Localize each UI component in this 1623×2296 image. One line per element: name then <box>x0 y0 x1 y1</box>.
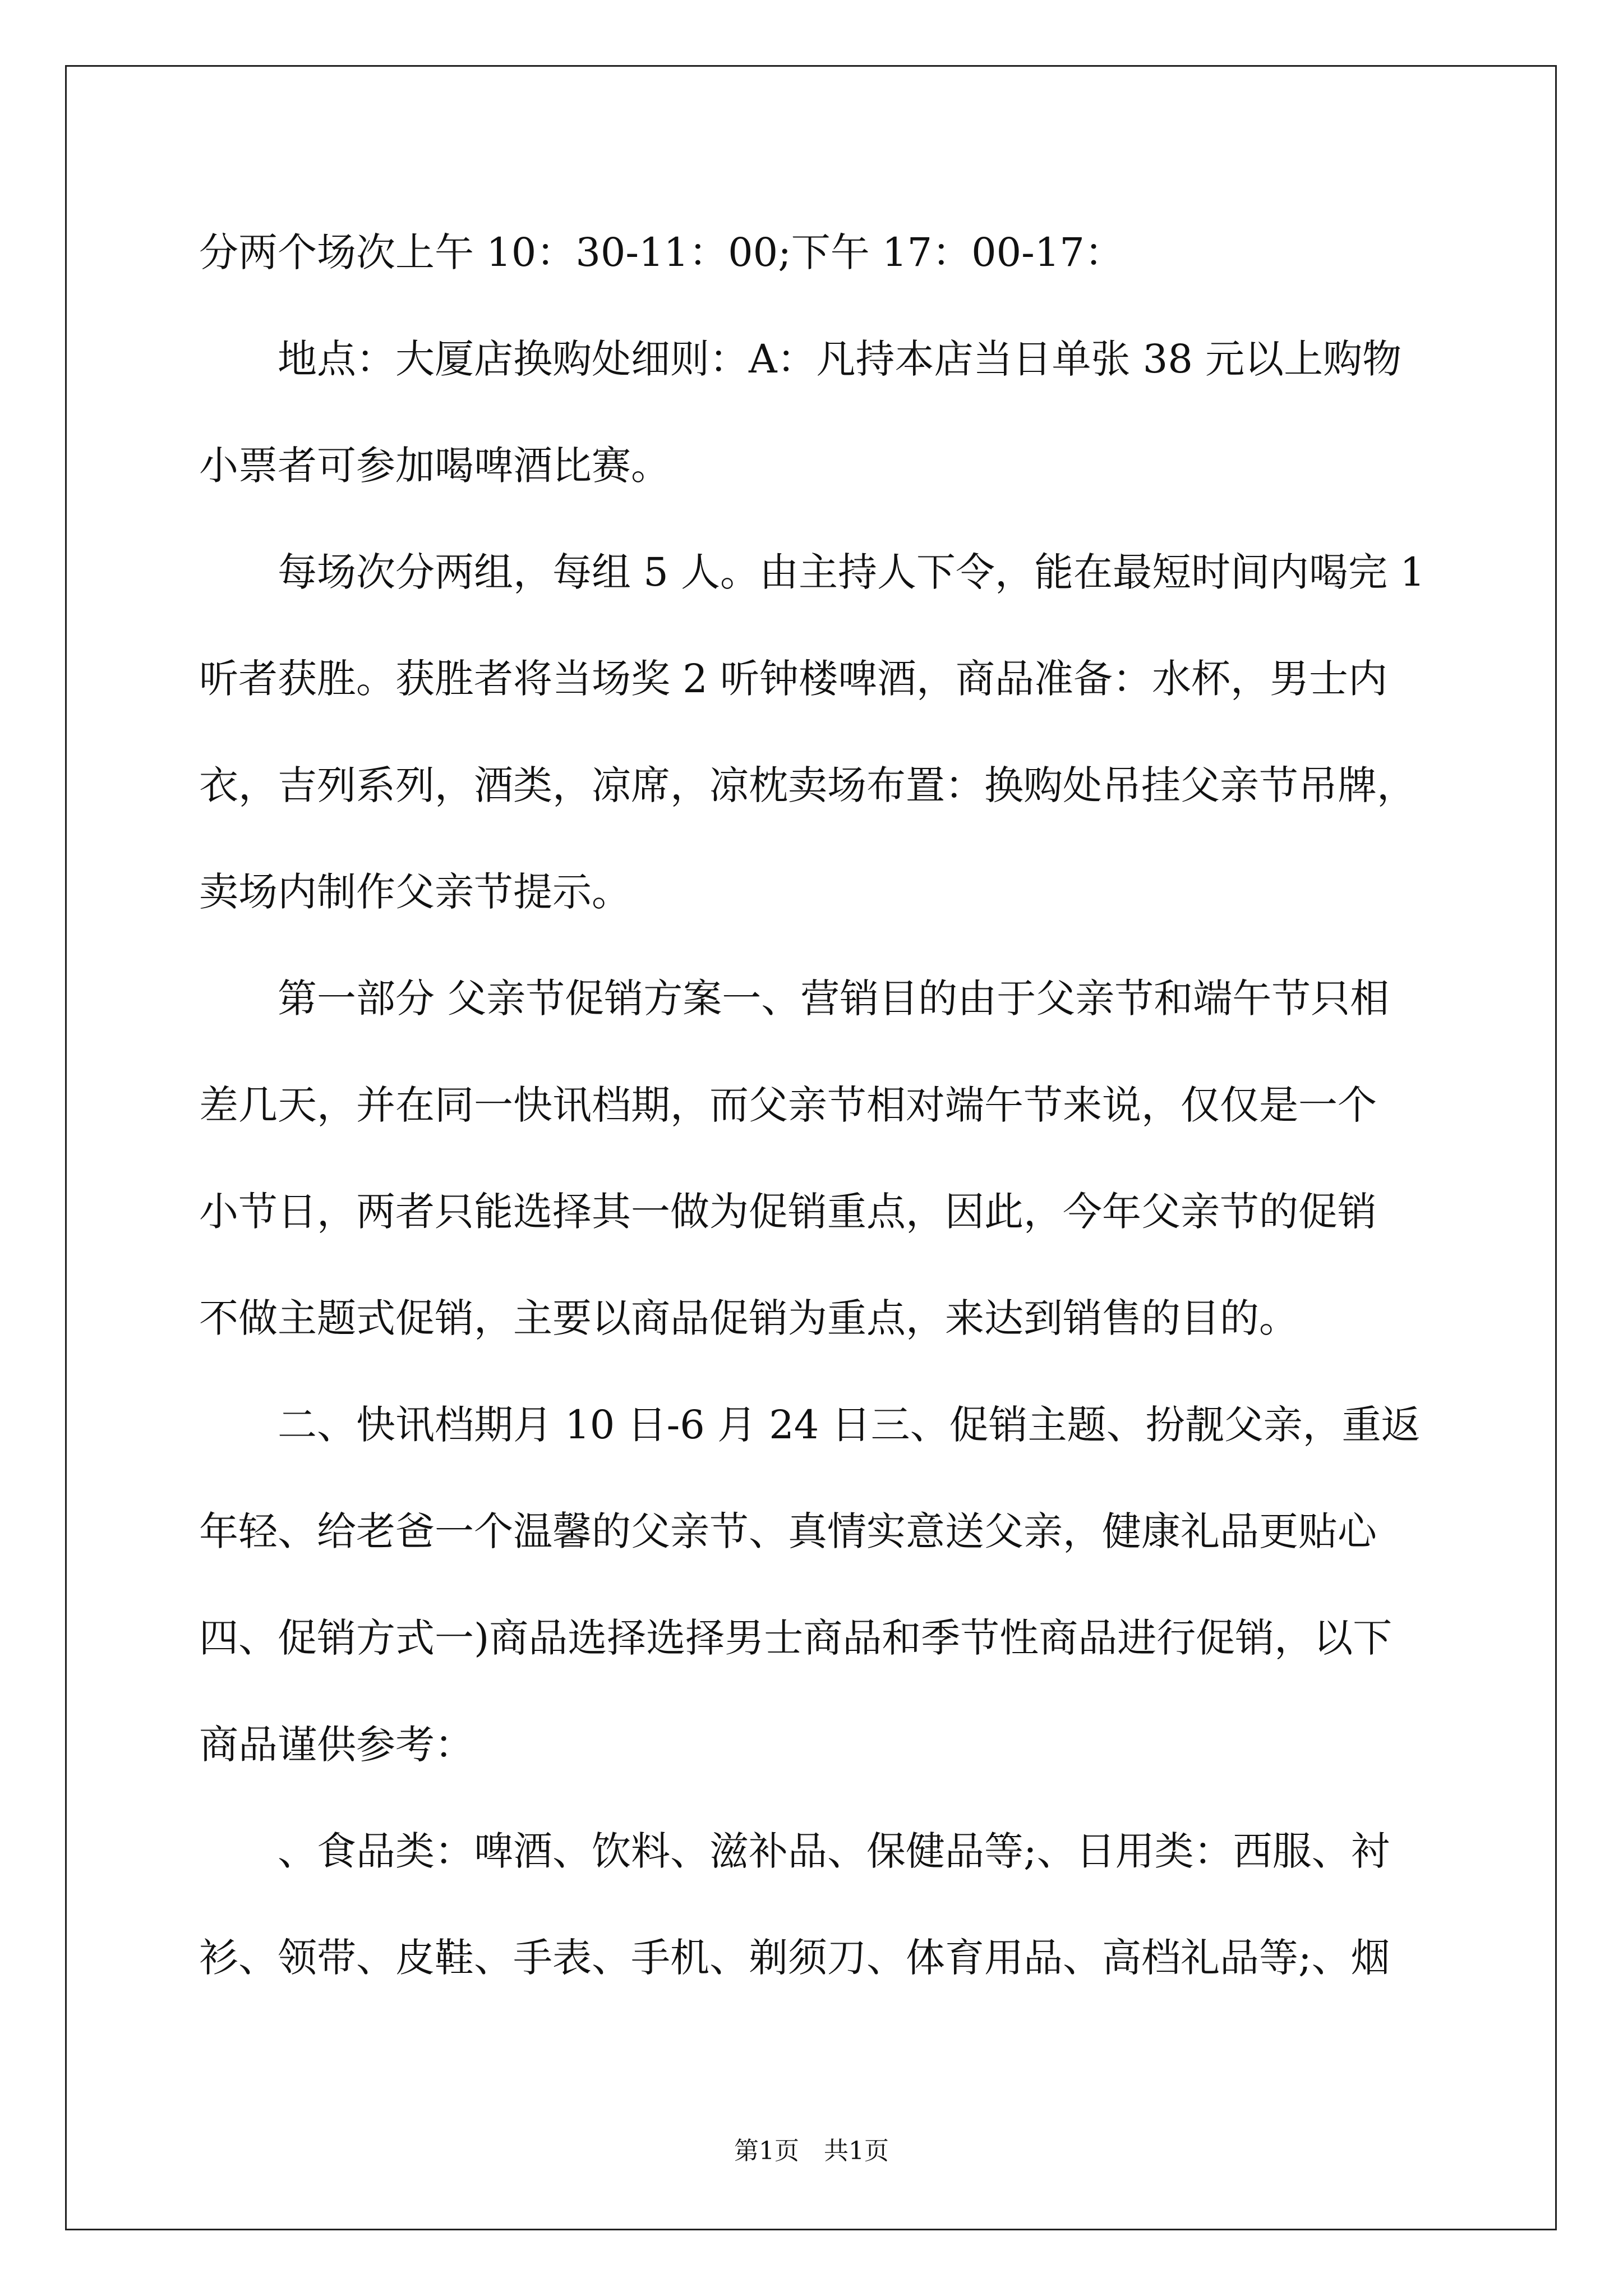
text-line: 、食品类：啤酒、饮料、滋补品、保健品等;、日用类：西服、衬 <box>278 1828 1390 1874</box>
text-line: 地点：大厦店换购处细则：A：凡持本店当日单张 38 元以上购物 <box>278 336 1402 382</box>
text-line: 听者获胜。获胜者将当场奖 2 听钟楼啤酒，商品准备：水杯，男士内 <box>199 656 1388 702</box>
text-line: 不做主题式促销，主要以商品促销为重点，来达到销售的目的。 <box>199 1295 1298 1341</box>
text-line: 小节日，两者只能选择其一做为促销重点，因此，今年父亲节的促销 <box>199 1189 1377 1235</box>
text-line: 第一部分 父亲节促销方案一、营销目的由于父亲节和端午节只相 <box>278 976 1390 1022</box>
text-line: 衣，吉列系列，酒类，凉席，凉枕卖场布置：换购处吊挂父亲节吊牌， <box>199 762 1416 808</box>
text-line: 衫、领带、皮鞋、手表、手机、剃须刀、体育用品、高档礼品等;、烟 <box>199 1935 1390 1981</box>
text-line: 差几天，并在同一快讯档期，而父亲节相对端午节来说，仅仅是一个 <box>199 1082 1377 1128</box>
text-line: 卖场内制作父亲节提示。 <box>199 869 631 915</box>
page-footer: 第1页 共1页 <box>734 2137 889 2165</box>
text-line: 商品谨供参考： <box>199 1722 474 1768</box>
text-line: 二、快讯档期月 10 日-6 月 24 日三、促销主题、扮靓父亲，重返 <box>278 1402 1421 1448</box>
text-line: 四、促销方式一)商品选择选择男士商品和季节性商品进行促销，以下 <box>199 1615 1393 1661</box>
text-line: 每场次分两组，每组 5 人。由主持人下令，能在最短时间内喝完 1 <box>278 549 1425 595</box>
text-line: 年轻、给老爸一个温馨的父亲节、真情实意送父亲，健康礼品更贴心 <box>199 1508 1377 1554</box>
page-border <box>65 65 1557 2230</box>
text-line: 小票者可参加喝啤酒比赛。 <box>199 443 670 489</box>
text-line: 分两个场次上午 10：30-11：00;下午 17：00-17： <box>199 229 1124 275</box>
